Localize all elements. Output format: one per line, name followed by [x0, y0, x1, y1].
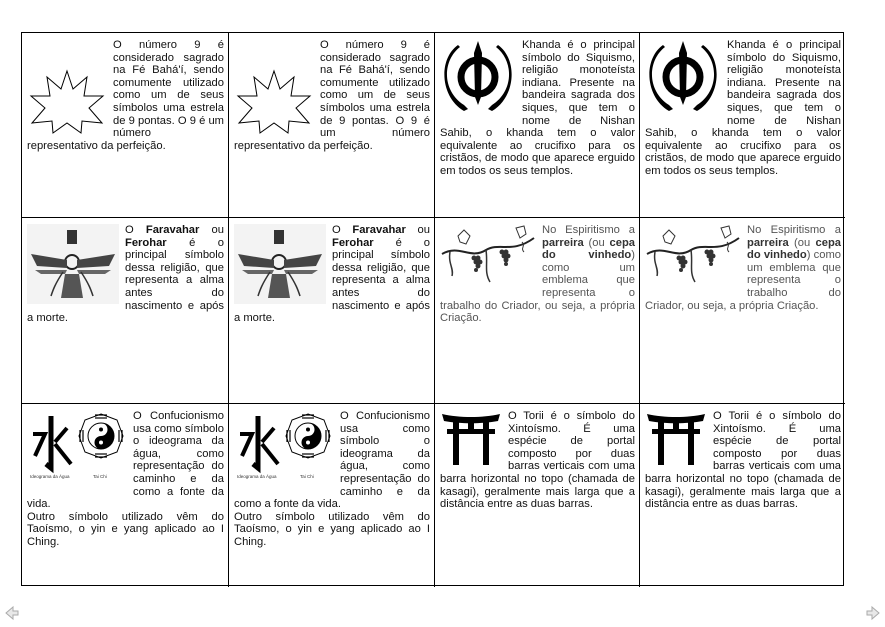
- arrow-left-icon[interactable]: [4, 605, 20, 621]
- cell-text: O número 9 é considerado sagrado na Fé Bahá'í, sendo comumente utilizado como um de seus símbolos uma estrela de 9 pontas. O 9 é um número representativo da perfeição.: [234, 39, 430, 152]
- taichi-caption: Tai Chi: [300, 474, 314, 479]
- grapevine-icon: [440, 224, 536, 286]
- ideogram-caption: Ideograma da Água: [237, 474, 277, 479]
- water-yinyang-icon: [27, 410, 127, 484]
- torii-icon: [645, 410, 707, 466]
- nine-pointed-star-icon: [234, 69, 314, 135]
- table-cell: [435, 404, 640, 587]
- cell-text: O número 9 é considerado sagrado na Fé Bahá'í, sendo comumente utilizado como um de seus símbolos uma estrela de 9 pontas. O 9 é um número representativo da perfeição.: [27, 39, 224, 152]
- cell-text-2: Outro símbolo utilizado vêm do Taoísmo, o yin e yang aplicado ao I Ching.: [27, 510, 224, 548]
- nine-pointed-star-icon: [27, 69, 107, 135]
- khanda-icon: [645, 39, 721, 113]
- faravahar-icon: [27, 224, 119, 304]
- arrow-right-icon[interactable]: [865, 605, 881, 621]
- cell-text: O Confucionismo usa como símbolo o ideograma da água, como representação do caminho e da como a fonte da vida.: [27, 410, 224, 511]
- cell-text: Khanda é o principal símbolo do Siquismo, religião monoteísta indiana. Presente na bandeira sagrada dos siques, que tem o nome de Nishan Sahib, o khanda tem o valor equivalente ao crucifixo para os cristãos, de modo que aparece erguido em todos os seus templos.: [645, 39, 841, 177]
- water-yinyang-icon: [234, 410, 334, 484]
- grapevine-icon: [645, 224, 741, 286]
- faravahar-icon: [234, 224, 326, 304]
- table-cell: [22, 218, 229, 404]
- cell-text: O Torii é o símbolo do Xintoísmo. É uma espécie de portal composto por duas barras verticais com uma barra horizontal no topo (chamada de kasagi), geralmente mais larga que a distância entre as duas barras.: [440, 410, 635, 511]
- taichi-caption: Tai Chi: [93, 474, 107, 479]
- table-cell: [229, 218, 435, 404]
- table-cell: [435, 33, 640, 218]
- table-cell: [22, 33, 229, 218]
- table-cell: [229, 404, 435, 587]
- table-cell: [22, 404, 229, 587]
- khanda-icon: [440, 39, 516, 113]
- cell-text: O Torii é o símbolo do Xintoísmo. É uma espécie de portal composto por duas barras verticais com uma barra horizontal no topo (chamada de kasagi), geralmente mais larga que a distância entre as duas barras.: [645, 410, 841, 511]
- table-cell: [435, 218, 640, 404]
- table-cell: [229, 33, 435, 218]
- table-cell: [640, 218, 845, 404]
- table-cell: [640, 33, 845, 218]
- cell-text: Khanda é o principal símbolo do Siquismo, religião monoteísta indiana. Presente na bandeira sagrada dos siques, que tem o nome de Nishan Sahib, o khanda tem o valor equivalente ao crucifixo para os cristãos, de modo que aparece erguido em todos os seus templos.: [440, 39, 635, 177]
- cell-text: No Espiritismo a parreira (ou cepa do vinhedo) como um emblema que representa o trabalho do Criador, ou seja, a própria Criação.: [645, 224, 841, 312]
- cell-text: O Faravahar ou Ferohar é o principal símbolo dessa religião, que representa a alma antes do nascimento e após a morte.: [27, 224, 224, 325]
- cell-text: O Faravahar ou Ferohar é o principal símbolo dessa religião, que representa a alma antes do nascimento e após a morte.: [234, 224, 430, 325]
- cell-text: O Confucionismo usa como símbolo o ideograma da água, como representação do caminho e da como a fonte da vida.: [234, 410, 430, 511]
- torii-icon: [440, 410, 502, 466]
- symbols-table: [21, 32, 844, 586]
- table-cell: [640, 404, 845, 587]
- cell-text: No Espiritismo a parreira (ou cepa do vinhedo) como um emblema que representa o trabalho do Criador, ou seja, a própria Criação.: [440, 224, 635, 325]
- ideogram-caption: Ideograma da Água: [30, 474, 70, 479]
- cell-text-2: Outro símbolo utilizado vêm do Taoísmo, o yin e yang aplicado ao I Ching.: [234, 510, 430, 548]
